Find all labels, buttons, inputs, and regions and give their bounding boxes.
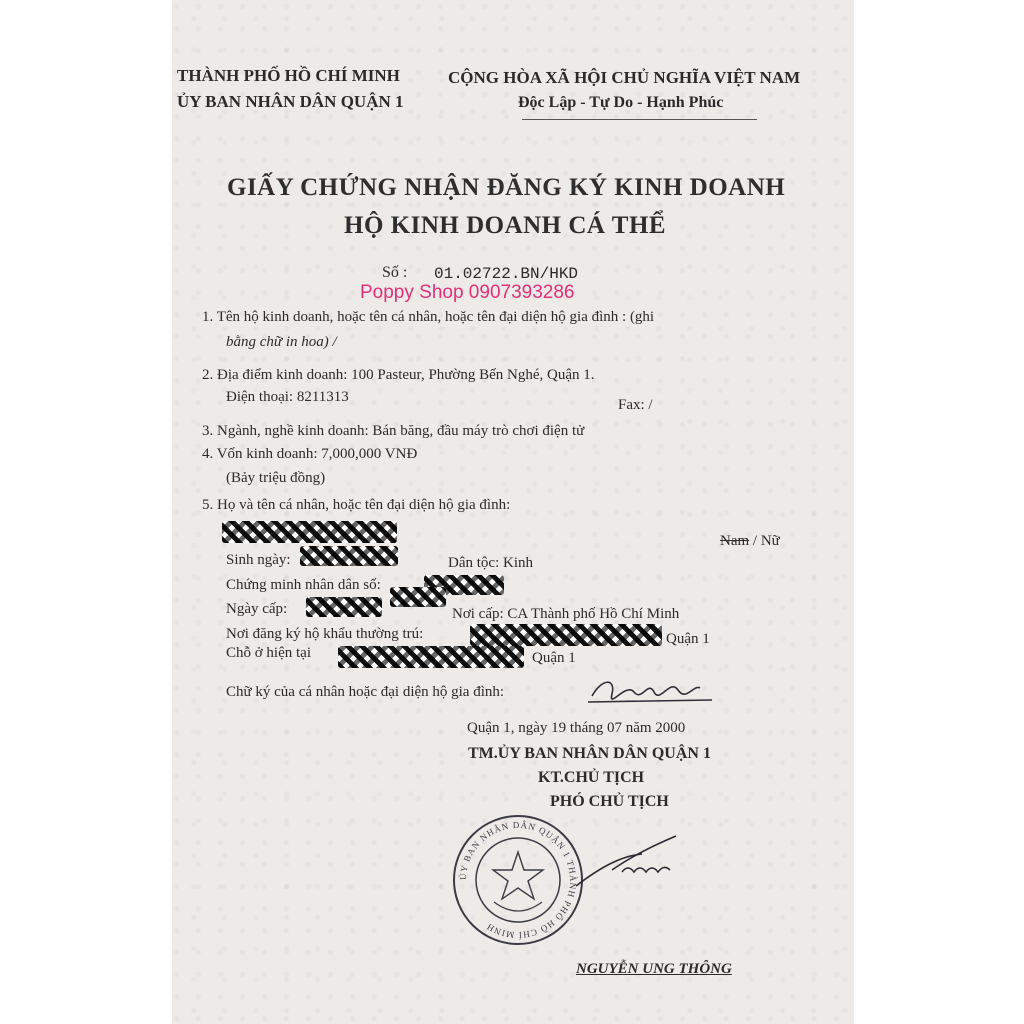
gender-nu: / Nữ [749, 533, 780, 549]
redacted-dob [300, 546, 398, 566]
official-signature-icon [572, 826, 702, 896]
current-district: Quận 1 [532, 650, 576, 666]
issuer-committee: ỦY BAN NHÂN DÂN QUẬN 1 [177, 92, 404, 111]
item-2-fax: Fax: / [618, 397, 653, 413]
signing-org: TM.ỦY BAN NHÂN DÂN QUẬN 1 [468, 745, 711, 762]
shop-watermark: Poppy Shop 0907393286 [360, 282, 575, 303]
document-title: GIẤY CHỨNG NHẬN ĐĂNG KÝ KINH DOANH [227, 174, 786, 201]
item-2-address: 2. Địa điểm kinh doanh: 100 Pasteur, Phường Bến Nghé, Quận 1. [202, 367, 595, 383]
issue-place: Nơi cấp: CA Thành phố Hồ Chí Minh [452, 606, 680, 622]
item-5-representative: 5. Họ và tên cá nhân, hoặc tên đại diện hộ gia đình: [202, 497, 511, 513]
number-label: Số : [382, 264, 408, 281]
signature-label: Chữ ký của cá nhân hoặc đại diện hộ gia đình: [226, 684, 505, 700]
redacted-issue-date [306, 597, 382, 617]
signer-name: NGUYỄN UNG THÔNG [576, 961, 732, 977]
motto-underline [522, 119, 757, 120]
gender-field [720, 533, 780, 550]
item-3-business: 3. Ngành, nghề kinh doanh: Bán băng, đầu máy trò chơi điện tử [202, 423, 585, 439]
id-number-label: Chứng minh nhân dân số: [226, 577, 381, 593]
item-4-capital-words: (Bảy triệu đồng) [226, 470, 326, 486]
redacted-permanent-address [470, 624, 662, 646]
item-4-capital: 4. Vốn kinh doanh: 7,000,000 VNĐ [202, 446, 418, 462]
gender-nam: Nam [720, 533, 750, 549]
issue-date-label: Ngày cấp: [226, 601, 288, 617]
redacted-issue-extra [390, 587, 446, 607]
registration-number: 01.02722.BN/HKD [434, 265, 579, 283]
item-2-phone: Điện thoại: 8211313 [226, 389, 349, 405]
signing-role-2: PHÓ CHỦ TỊCH [550, 793, 669, 810]
permanent-address-label: Nơi đăng ký hộ khẩu thường trú: [226, 626, 424, 642]
item-1-line1: 1. Tên hộ kinh doanh, hoặc tên cá nhân, hoặc tên đại diện hộ gia đình : (ghi [202, 309, 655, 325]
holder-signature-icon [582, 670, 722, 710]
svg-text:ỦY BAN NHÂN DÂN QUẬN 1 THÀNH P: ỦY BAN NHÂN DÂN QUẬN 1 THÀNH PHỐ HỒ CHÍ MINH [457, 819, 579, 941]
issuer-city: THÀNH PHỐ HỒ CHÍ MINH [177, 66, 400, 85]
country-name: CỘNG HÒA XÃ HỘI CHỦ NGHĨA VIỆT NAM [448, 68, 801, 87]
document-subtitle: HỘ KINH DOANH CÁ THỂ [344, 212, 667, 239]
ethnicity: Dân tộc: Kinh [448, 555, 533, 571]
country-motto: Độc Lập - Tự Do - Hạnh Phúc [518, 94, 724, 111]
official-seal-icon [450, 812, 586, 948]
dob-label: Sinh ngày: [226, 552, 291, 568]
document-page [172, 0, 854, 1024]
redacted-name [222, 521, 397, 543]
permanent-district: Quận 1 [666, 631, 710, 647]
issue-date-place: Quận 1, ngày 19 tháng 07 năm 2000 [467, 720, 686, 736]
item-1-line2: bằng chữ in hoa) / [226, 334, 337, 350]
current-address-label: Chỗ ở hiện tại [226, 645, 312, 661]
redacted-current-address [338, 646, 524, 668]
signing-role-1: KT.CHỦ TỊCH [538, 769, 645, 786]
